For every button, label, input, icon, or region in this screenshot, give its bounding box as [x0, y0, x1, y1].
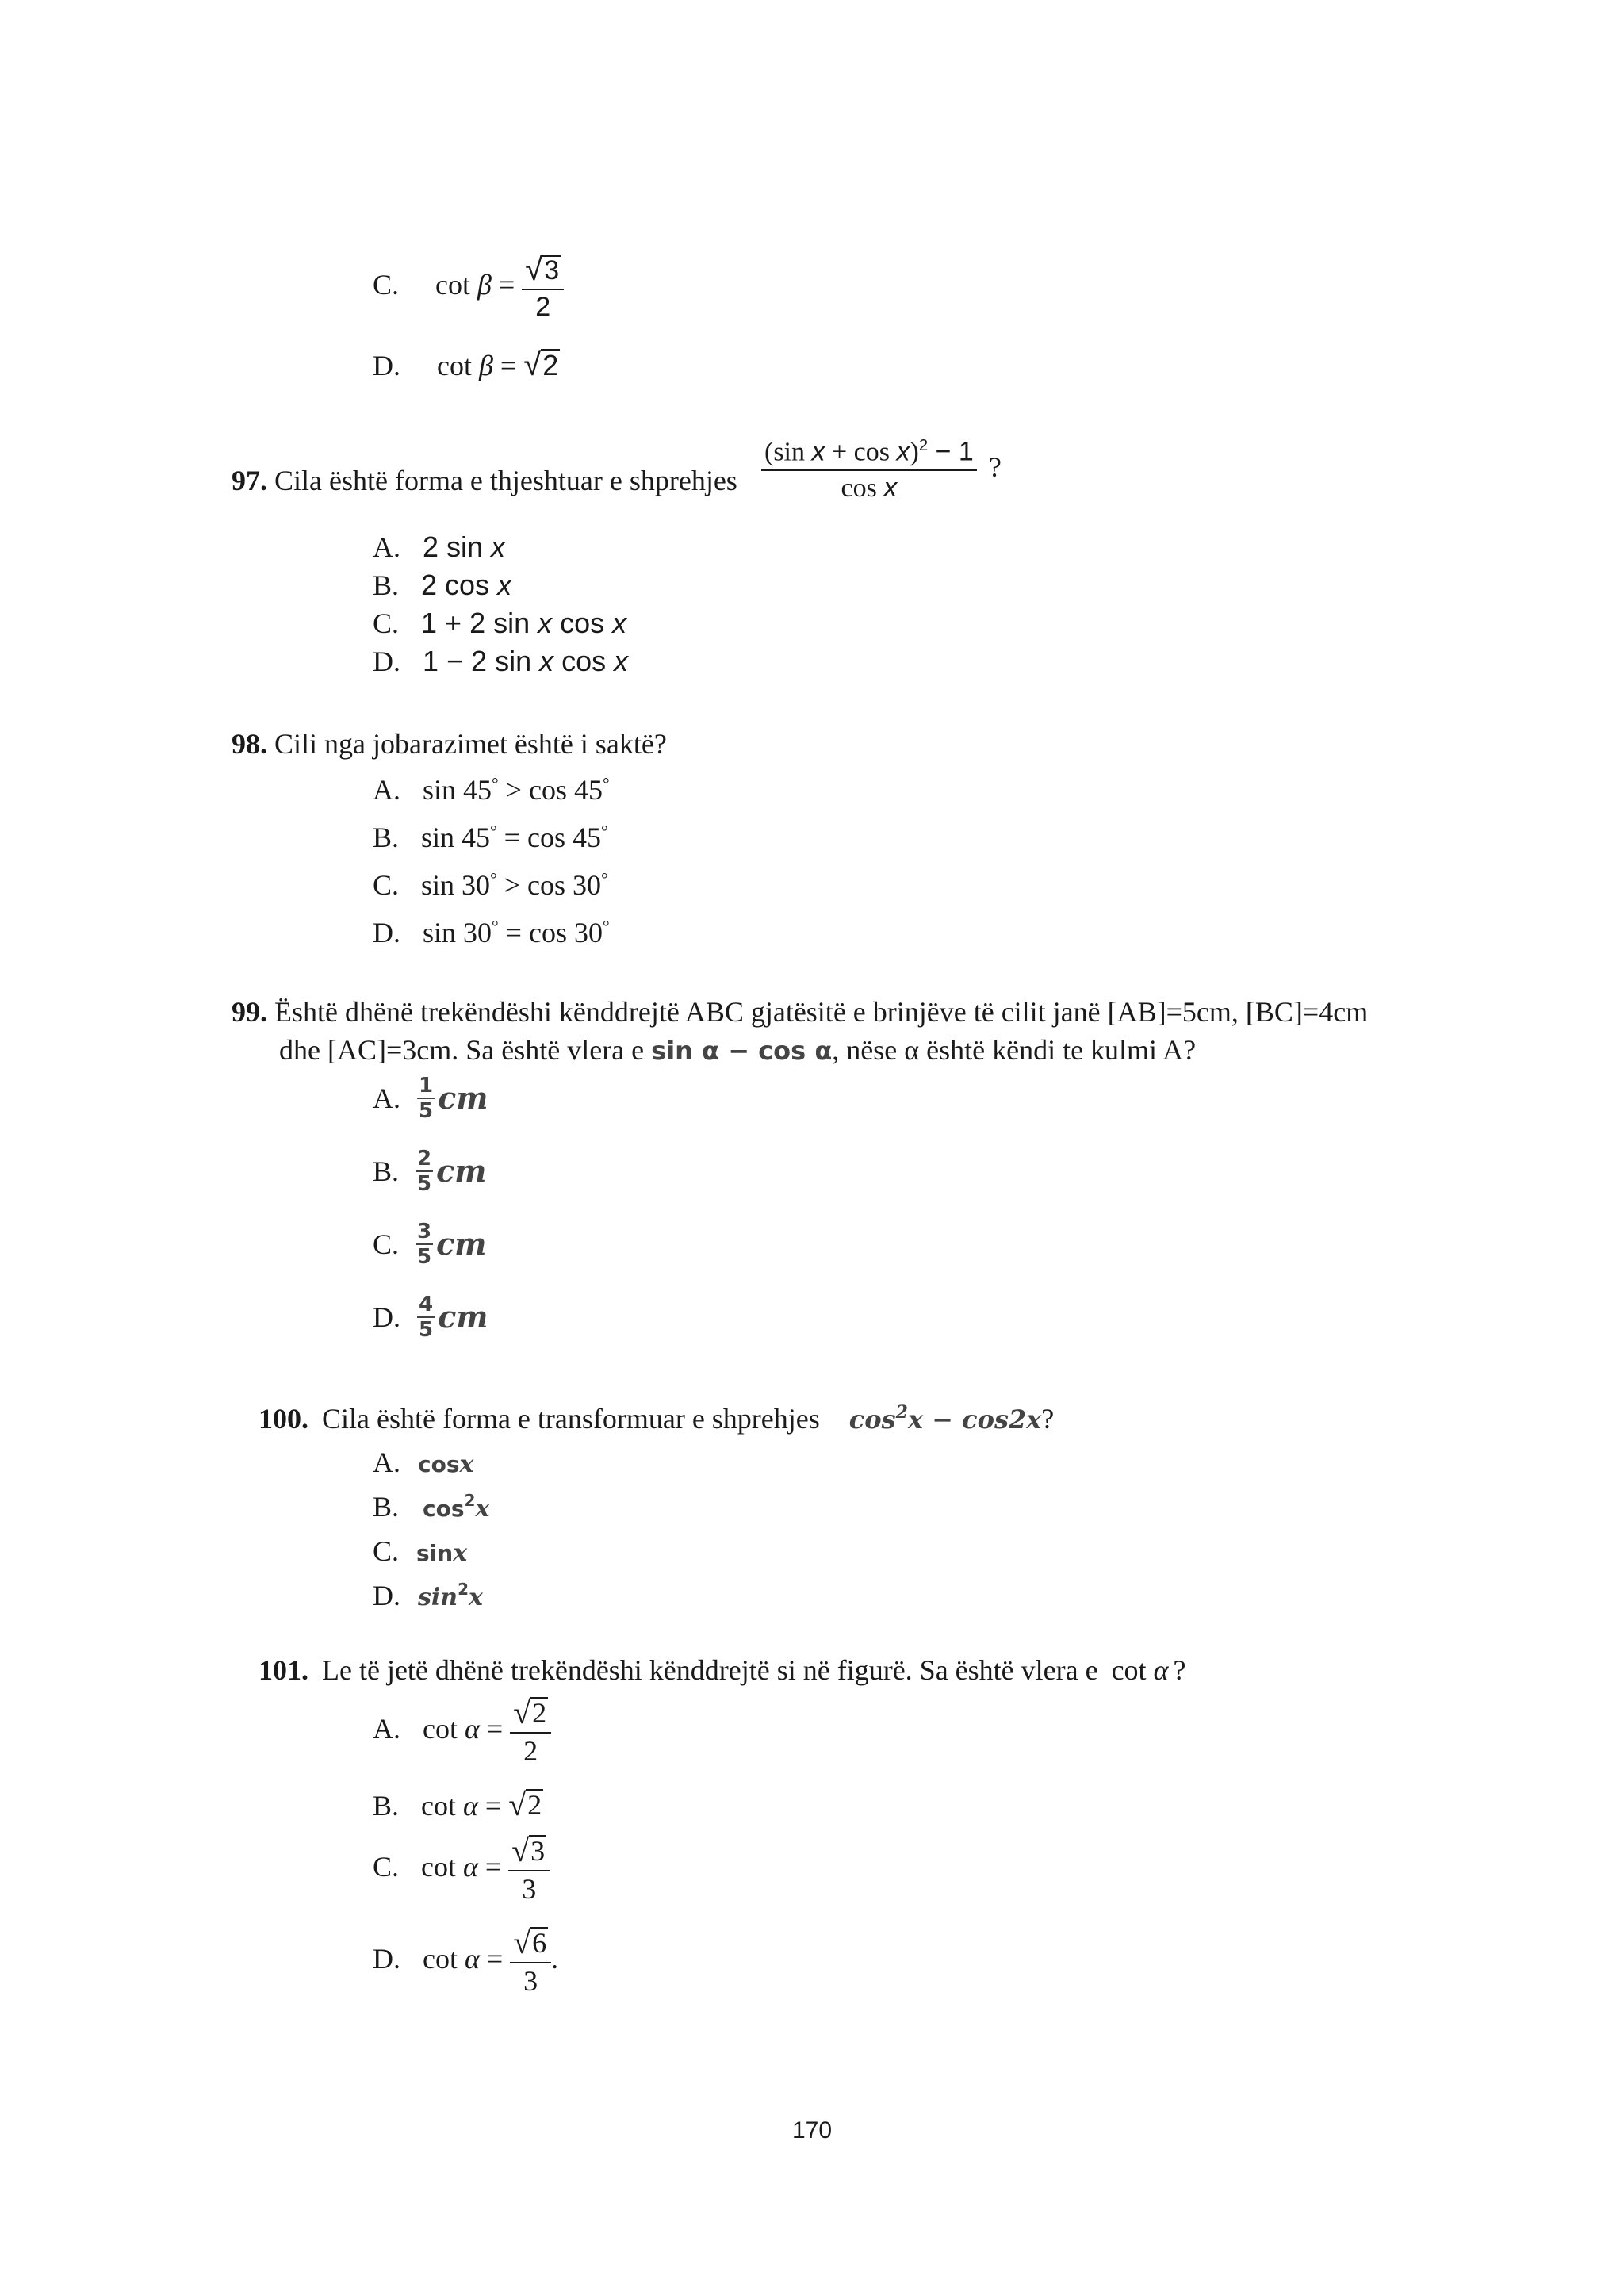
option-var: x: [491, 531, 506, 563]
option-exponent: 2: [464, 1491, 476, 1510]
sqrt-radicand: 2: [532, 1697, 547, 1730]
fraction-den: 2: [535, 292, 551, 322]
q98-option-d: [373, 918, 610, 947]
option-text: 2 cos: [421, 569, 498, 601]
expr-part: cos: [841, 473, 884, 504]
degree-sign: °: [492, 774, 499, 793]
option-eq: =: [492, 350, 524, 381]
q99-option-b: [373, 1148, 486, 1194]
degree-sign: °: [600, 869, 608, 888]
question-number: 100.: [259, 1403, 308, 1435]
option-fn: cot: [423, 1713, 465, 1745]
question-number: 99.: [232, 996, 267, 1028]
option-eq: =: [479, 1943, 511, 1975]
option-right: = cos 30: [498, 917, 603, 948]
expr-part: (sin: [764, 437, 812, 467]
question-97: [232, 466, 737, 495]
unit: cm: [436, 1153, 487, 1189]
option-var: x: [475, 1495, 490, 1523]
option-fraction: [417, 1075, 435, 1121]
option-fraction: √ 6 3: [510, 1927, 551, 1997]
unit: cm: [438, 1080, 488, 1116]
option-fn: sin: [418, 1584, 458, 1611]
option-label: C.: [373, 269, 400, 301]
option-eq: =: [479, 1713, 511, 1745]
page-number: 170: [791, 2117, 833, 2144]
option-label: B.: [373, 1790, 400, 1822]
option-fn: cot: [435, 269, 477, 301]
option-var: x: [612, 607, 627, 639]
question-99-line2: [279, 1036, 1196, 1064]
option-fn: cot: [421, 1851, 463, 1883]
option-text: 1 + 2 sin: [421, 607, 538, 639]
option-tail: .: [551, 1943, 559, 1975]
option-fn: cot: [421, 1790, 463, 1822]
degree-sign: °: [600, 822, 608, 841]
unit: cm: [438, 1299, 488, 1335]
expr-part: ): [910, 437, 919, 467]
option-label: A.: [373, 1446, 400, 1478]
option-label: D.: [373, 917, 400, 948]
prev-option-d: [373, 349, 560, 381]
option-label: D.: [373, 350, 400, 381]
question-mark: ?: [1041, 1403, 1055, 1435]
inline-math: x − cos2x: [907, 1404, 1042, 1435]
option-var: β: [478, 350, 493, 381]
question-99-line1: [232, 998, 1368, 1026]
option-label: A.: [373, 1713, 400, 1745]
option-left: sin 30: [421, 869, 491, 901]
fraction-den: 5: [417, 1245, 432, 1269]
q101-option-d: [373, 1927, 558, 1997]
option-fn: cos: [418, 1451, 460, 1477]
q100-option-a: [373, 1448, 473, 1477]
question-mark: ?: [988, 451, 1002, 484]
option-text: cos: [553, 645, 615, 677]
sqrt-radicand: 2: [527, 1789, 542, 1822]
option-label: D.: [373, 1943, 400, 1975]
option-label: A.: [373, 1082, 400, 1114]
q98-option-b: [373, 823, 608, 852]
prev-option-c: [373, 254, 564, 322]
option-var: x: [539, 645, 554, 677]
option-fn: cot: [437, 350, 479, 381]
option-eq: =: [477, 1851, 509, 1883]
sqrt-radicand: 2: [542, 349, 559, 382]
option-var: α: [464, 1943, 480, 1975]
option-text: 1 − 2 sin: [423, 645, 540, 677]
option-right: > cos 30: [496, 869, 601, 901]
option-fn: sin: [416, 1540, 454, 1566]
question-text: Cila është forma e thjeshtuar e shprehjes: [274, 465, 737, 496]
degree-sign: °: [490, 822, 497, 841]
expr-var: x: [896, 436, 910, 467]
option-left: sin 30: [423, 917, 492, 948]
inline-math: sin α − cos α: [651, 1036, 833, 1066]
q101-option-b: [373, 1789, 543, 1821]
sqrt-radicand: 3: [530, 1835, 546, 1868]
q100-option-d: [373, 1581, 483, 1610]
fraction-den: 5: [419, 1099, 434, 1123]
question-number: 97.: [232, 465, 267, 496]
option-label: C.: [373, 1535, 400, 1567]
option-text: cos: [552, 607, 613, 639]
degree-sign: °: [490, 869, 497, 888]
q100-option-c: [373, 1537, 467, 1565]
degree-sign: °: [602, 774, 610, 793]
question-number: 98.: [232, 728, 267, 760]
option-label: A.: [373, 531, 400, 563]
option-fraction: √ 3 2: [522, 254, 564, 322]
option-var: x: [459, 1450, 474, 1478]
option-fraction: √ 2 2: [510, 1697, 551, 1767]
question-text: , nëse α është këndi te kulmi A?: [832, 1034, 1197, 1066]
fraction-num: 4: [419, 1293, 434, 1316]
option-eq: =: [477, 1790, 509, 1822]
option-var: α: [463, 1851, 478, 1883]
option-fraction: [416, 1221, 433, 1267]
q99-option-a: [373, 1075, 488, 1121]
degree-sign: °: [492, 917, 499, 936]
option-right: = cos 45: [496, 822, 601, 853]
q98-option-c: [373, 871, 608, 899]
question-mark: ?: [1173, 1654, 1186, 1686]
option-sqrt: √ 2: [523, 347, 559, 382]
question-text: dhe [AC]=3cm. Sa është vlera e: [279, 1034, 652, 1066]
q97-option-d: [373, 647, 628, 676]
fraction-den: 5: [417, 1172, 432, 1196]
question-100: [259, 1404, 1054, 1433]
expr-part: − 1: [928, 436, 974, 467]
option-var: x: [614, 645, 629, 677]
fraction-num: 3: [544, 255, 560, 286]
q101-option-a: [373, 1697, 551, 1767]
option-text: 2 sin: [423, 531, 492, 563]
option-fraction: [416, 1148, 433, 1194]
option-var: x: [469, 1584, 483, 1611]
option-sqrt: √ 2: [508, 1787, 542, 1822]
question-101: [259, 1656, 1185, 1684]
fraction-den: 5: [419, 1318, 434, 1342]
q100-option-b: [373, 1492, 489, 1521]
q97-expression: [761, 438, 1002, 503]
expr-var: x: [883, 473, 898, 504]
q97-option-a: [373, 533, 505, 561]
option-label: C.: [373, 607, 400, 639]
unit: cm: [436, 1226, 487, 1262]
option-fn: cot: [423, 1943, 465, 1975]
option-var: α: [463, 1790, 478, 1822]
inline-math: cot: [1111, 1654, 1154, 1686]
option-exponent: 2: [458, 1580, 469, 1599]
fraction-num: 3: [417, 1220, 432, 1243]
option-left: sin 45: [423, 774, 492, 806]
option-left: sin 45: [421, 822, 491, 853]
fraction-den: 2: [523, 1735, 538, 1767]
inline-math-var: α: [1153, 1654, 1169, 1686]
question-number: 101.: [259, 1654, 308, 1686]
option-right: > cos 45: [498, 774, 603, 806]
option-label: C.: [373, 1851, 400, 1883]
inline-math: cos: [848, 1404, 896, 1435]
option-var: β: [477, 269, 492, 301]
option-var: x: [453, 1539, 468, 1567]
option-fn: cos: [423, 1496, 465, 1522]
option-label: B.: [373, 1491, 400, 1523]
option-label: D.: [373, 1580, 400, 1611]
option-fraction: √ 3 3: [508, 1835, 550, 1905]
option-fraction: [417, 1294, 435, 1340]
q99-option-d: [373, 1294, 488, 1340]
option-label: B.: [373, 569, 400, 601]
q98-option-a: [373, 776, 610, 804]
inline-math-exponent: 2: [895, 1402, 908, 1423]
option-label: A.: [373, 774, 400, 806]
question-98: [232, 730, 667, 758]
fraction-num: 2: [417, 1147, 432, 1170]
sqrt-radicand: 6: [532, 1927, 547, 1960]
question-text: Cila është forma e transformuar e shprehjes: [322, 1403, 820, 1435]
option-var: α: [464, 1713, 480, 1745]
option-label: C.: [373, 869, 400, 901]
option-var: x: [497, 569, 512, 601]
fraction-den: 3: [523, 1965, 538, 1997]
expr-part: + cos: [825, 437, 897, 467]
expression-fraction: [761, 438, 977, 503]
question-text: Cili nga jobarazimet është i saktë?: [274, 728, 667, 760]
fraction-den: 3: [522, 1873, 537, 1905]
q101-option-c: [373, 1835, 550, 1905]
question-text: Është dhënë trekëndëshi kënddrejtë ABC gjatësitë e brinjëve të cilit janë [AB]=5cm, [BC]=4cm: [274, 996, 1369, 1028]
expr-exponent: 2: [918, 437, 929, 454]
option-label: D.: [373, 1301, 400, 1333]
option-label: B.: [373, 822, 400, 853]
fraction-num: 1: [419, 1074, 434, 1098]
option-var: x: [538, 607, 553, 639]
option-eq: =: [491, 269, 523, 301]
option-label: C.: [373, 1228, 400, 1260]
option-label: D.: [373, 646, 400, 677]
question-text: Le të jetë dhënë trekëndëshi kënddrejtë si në figurë. Sa është vlera e: [322, 1654, 1098, 1686]
option-label: B.: [373, 1155, 400, 1187]
q99-option-c: [373, 1221, 486, 1267]
degree-sign: °: [602, 917, 610, 936]
q97-option-b: [373, 571, 511, 600]
expr-var: x: [811, 436, 825, 467]
q97-option-c: [373, 609, 626, 638]
